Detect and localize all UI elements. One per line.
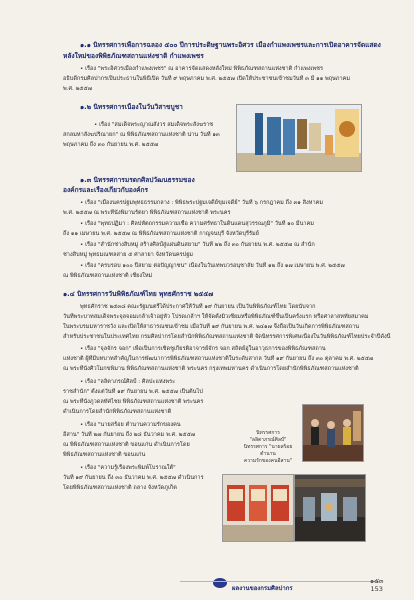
section-3-heading: ๑.๓ นิทรรศการมรดกศิลปวัฒนธรรมของ (80, 176, 195, 184)
section-4-line: สำหรับประชาชนในประเทศไทย กรมศิลปากรโดยสำนักพิพิธภัณฑสถานแห่งชาติ จัดนิทรรศการพิเศษเนื่องในวันพิพิธภัณฑ์ไทยประจำปีดังนี้ (63, 334, 391, 340)
section-1-line: พ.ศ. ๒๕๕๗ (63, 86, 92, 92)
section-3-line: • เรื่อง "พุทธปฏิมา : ศิลปหัตถกรรมความเชื่อ ความศรัทธาในดินแดนสุวรรณภูมิ" วันที่ ๑๐ มีนาคม (80, 221, 314, 227)
section-3-line: • เรื่อง "สำนักช่างสิบหมู่ สร้างศิลป์สู่แผ่นดินสยาม" วันที่ ๒๒ ถึง ๓๐ กันยายน พ.ศ. ๒๕๕๗ ณ สำนัก (80, 242, 315, 248)
section-3-line: ถึง ๑๑ เมษายน พ.ศ. ๒๕๕๗ ณ พิพิธภัณฑสถานแห่งชาติ กาญจนบุรี จังหวัดบุรีรัมย์ (63, 231, 259, 237)
page-number-arabic: 153 (370, 585, 383, 593)
section-2-line: พฤษภาคม ถึง ๓๐ กันยายน พ.ศ. ๒๕๕๗ (63, 142, 159, 148)
section-3-heading-2: องค์กรและเรื่องเกี่ยวกับองค์กร (63, 186, 149, 194)
photo-caption-line: นิทรรศการ (256, 430, 280, 436)
section-1-line: • เรื่อง "พระอิศวรเมืองกำแพงเพชร" ณ อาคารจัดแสดงหลังใหม่ พิพิธภัณฑสถานแห่งชาติ กำแพงเพชร (80, 66, 323, 72)
section-4-heading: ๑.๔ นิทรรศการวันพิพิธภัณฑ์ไทย พุทธศักราช ๒๕๕๗ (63, 290, 214, 298)
section-4-left-line: • เรื่อง "นายสร้อย ตำนานความรักของคน (80, 422, 181, 428)
section-4-line: • เรื่อง "จุลจักร จอก" เพื่อเป็นการเชิดชูเกียรติอาจารย์จักร จอก สถิตย์อู่ในอาวุธการของพิพิธภัณฑสถาน (80, 346, 326, 352)
footer-divider (180, 581, 380, 582)
section-4-left-line: • เรื่อง "ความรู้เรื่องพระพิมพ์โบราณใต้" (80, 465, 176, 471)
section-3-line: ณ พิพิธภัณฑสถานแห่งชาติ เชียงใหม่ (63, 273, 153, 279)
section-4-left-line: ณ พิพิธภัณฑสถานแห่งชาติ ขอนแก่น ดำเนินการโดย (63, 442, 190, 448)
exhibition-photo-2 (302, 404, 364, 462)
photo-caption-line: "ลลิตาภรณ์ศิลป์" (249, 437, 287, 443)
exhibition-photo-3 (222, 474, 294, 542)
department-logo-icon (213, 578, 227, 588)
section-3-line: • เรื่อง "ครบรอบ ๑๐๐ ปีสยาม ต่อปัญญาชน" เนื่องในวันเทพบวรอนุชาลัย วันที่ ๑๒ ถึง ๑๗ เมษายน พ.ศ. ๒๕๕๗ (80, 263, 345, 269)
footer-title: ผลงานของกรมศิลปากร (232, 585, 293, 592)
exhibition-photo-4 (294, 474, 366, 542)
section-4-left-line: โดยพิพิธภัณฑสถานแห่งชาติ ถลาง จังหวัดภูเก็ต (63, 485, 177, 491)
section-4-line: พุทธศักราช ๒๕๓๘ คณะรัฐมนตรีได้ประกาศให้วันที่ ๑๙ กันยายน เป็นวันพิพิธภัณฑ์ไทย โดยนับจาก (80, 304, 316, 310)
section-3-line: • เรื่อง "เมืองนครปฐมพุทธธรรมกลาง : พิพิธพระปฐมเจดีย์ขุมเจดีย์" วันที่ ๖ กรกฎาคม ถึง ๓๑ สิงหาคม (80, 200, 324, 206)
photo-caption-line: ตำนาน (260, 451, 276, 457)
section-1-line: อธิบดีกรมศิลปากรเป็นประธานในพิธีเปิด วันที่ ๙ พฤษภาคม พ.ศ. ๒๕๕๗ เปิดให้ประชาชนเข้าชมวันที่ ๓ มี ๑๑ พฤษภาคม (63, 76, 351, 82)
section-1-heading: ๑.๑ นิทรรศการเพื่อการฉลอง ๕๐๐ ปีการประดิษฐานพระอิศวร เมืองกำแพงเพชรและการเปิดอาคารจัดแสดง (80, 41, 381, 49)
page-number-thai: ๑๕๓ (370, 577, 384, 585)
section-2-line: สกลมหาสังฆปริณายก" ณ พิพิธภัณฑสถานแห่งชาติ น่าน วันที่ ๑๓ (63, 132, 220, 138)
section-4-left-line: วันที่ ๑๙ กันยายน ถึง ๓๐ ธันวาคม พ.ศ. ๒๕๕๗ ดำเนินการ (63, 475, 204, 481)
section-4-left-line: ณ พระที่นั่งภูวดลทัศไชย พิพิธภัณฑสถานแห่งชาติ พระนคร (63, 399, 204, 405)
section-1-heading-2: หลังใหม่ของพิพิธภัณฑสถานแห่งชาติ กำแพงเพชร (63, 52, 204, 60)
exhibition-photo-1 (236, 104, 362, 172)
page-number (370, 577, 384, 593)
photo-caption-line: ความรักของคนอีสาน" (243, 458, 293, 464)
section-4-left-line: ดำเนินการโดยสำนักพิพิธภัณฑสถานแห่งชาติ (63, 409, 172, 415)
section-4-line: ในพระบรมมหาราชวัง และเปิดให้สาธารณชนเข้าชม เมื่อวันที่ ๑๙ กันยายน พ.ศ. ๒๔๑๗ จึงถือเป็นวันเกิดการพิพิธภัณฑสถาน (63, 324, 360, 330)
section-2-heading: ๑.๒ นิทรรศการเนื่องในวันวิสาขบูชา (80, 103, 183, 111)
section-4-left-line: พิพิธภัณฑสถานแห่งชาติ ขอนแก่น (63, 452, 146, 458)
section-3-line: ช่างสิบหมู่ พุทธมณฑลสาย ๕ ศาลายา จังหวัดนครปฐม (63, 252, 193, 258)
section-3-line: พ.ศ. ๒๕๕๗ ณ พระที่นั่งพิมานรัตยา พิพิธภัณฑสถานแห่งชาติ พระนคร (63, 210, 231, 216)
section-4-left-line: • เรื่อง "ลลิตาภรณ์ศิลป์ : ศิลปะแห่งพระ (80, 379, 176, 385)
section-4-line: ณ พระที่นั่งศิวโมกขพิมาน พิพิธภัณฑสถานแห่งชาติ พระนคร กรุงเทพมหานคร ดำเนินการโดยสำนักพิพิธภัณฑสถานแห่งชาติ (63, 366, 359, 372)
section-4-left-line: ราชสำนัก" ตั้งแต่วันที่ ๑๙ กันยายน พ.ศ. ๒๕๕๗ เป็นต้นไป (63, 389, 203, 395)
photo-caption (240, 430, 296, 465)
section-4-line: วันที่พระบาทสมเด็จพระจุลจอมเกล้าเจ้าอยู่หัว โปรดเกล้าฯ ให้จัดตั้งมิวเซียมหรือพิพิธภัณฑ์ขึ้นเป็นครั้งแรก หรือศาลาสหทัยสมาคม (63, 314, 369, 320)
section-2-line: • เรื่อง "สมเด็จพระญาณสังวร สมเด็จพระสังฆราช (94, 122, 214, 128)
section-4-left-line: อีสาน" วันที่ ๒๗ กันยายน ถึง ๒๘ ธันวาคม พ.ศ. ๒๕๕๗ (63, 432, 196, 438)
photo-caption-line: นิทรรศการ "นายสร้อย (243, 444, 293, 450)
section-4-line: แห่งชาติ ผู้ที่มีบทบาทสำคัญในการพัฒนาการพิพิธภัณฑสถานแห่งชาติในระดับสากล วันที่ ๑๙ กันยายน ถึง ๓๐ ตุลาคม พ.ศ. ๒๕๕๗ (63, 356, 374, 362)
